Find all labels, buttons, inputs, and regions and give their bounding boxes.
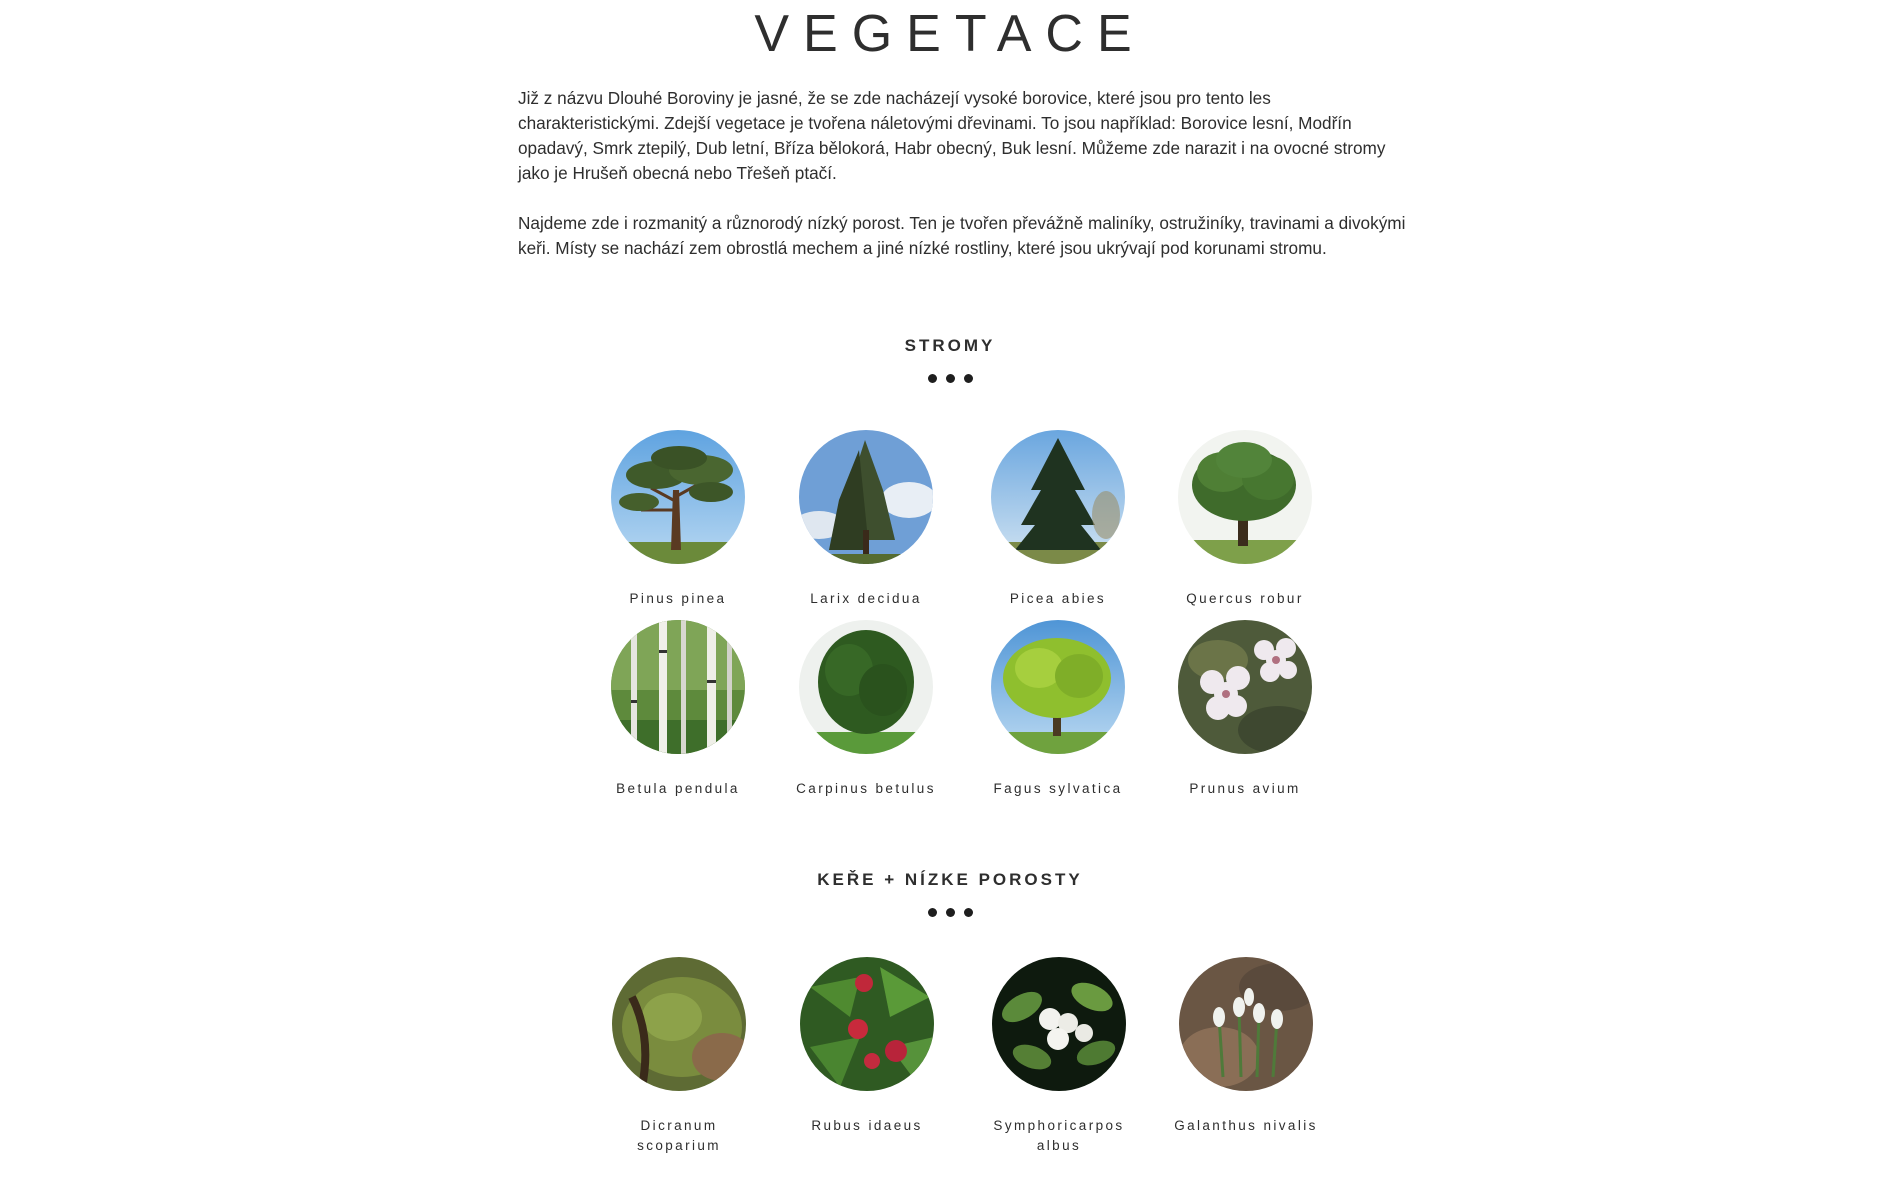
section-divider-dots xyxy=(0,908,1900,917)
page-title: VEGETACE xyxy=(754,5,1146,63)
moss-photo-icon xyxy=(612,957,746,1091)
section-divider-dots xyxy=(0,374,1900,383)
section-title-shrubs: KEŘE + NÍZKE POROSTY xyxy=(817,870,1083,889)
plant-card xyxy=(766,620,966,799)
dot-icon xyxy=(928,908,937,917)
plant-label: Pinus pinea xyxy=(629,591,727,606)
plant-label: Quercus robur xyxy=(1186,591,1304,606)
section-title-trees: STROMY xyxy=(904,336,996,355)
beech-tree-photo-icon xyxy=(991,620,1125,754)
plant-card xyxy=(578,620,778,799)
pine-tree-photo-icon xyxy=(611,430,745,564)
hornbeam-tree-photo-icon xyxy=(799,620,933,754)
snowberry-photo-icon xyxy=(992,957,1126,1091)
dot-icon xyxy=(946,908,955,917)
plant-card xyxy=(766,430,966,609)
cherry-blossom-photo-icon xyxy=(1178,620,1312,754)
oak-tree-photo-icon xyxy=(1178,430,1312,564)
intro-paragraph-1: Již z názvu Dlouhé Boroviny je jasné, že se zde nacházejí vysoké borovice, které jsou pro tento les charakteristickými. Zdejší vegetace je tvořena náletovými dřevinami. To jsou například: Borovice lesní, Modřín opadavý, Smrk ztepilý, Dub letní, Bříza bělokorá, Habr obecný, Buk lesní. Můžeme zde narazit i na ovocné stromy jako je Hrušeň obecná nebo Třešeň ptačí. xyxy=(518,88,1386,183)
dot-icon xyxy=(928,374,937,383)
plant-card xyxy=(959,957,1159,1156)
intro-paragraph-2: Najdeme zde i rozmanitý a různorodý nízký porost. Ten je tvořen převážně maliníky, ostružiníky, travinami a divokými keři. Místy se nachází zem obrostlá mechem a jiné nízké rostliny, které jsou ukrývají pod korunami stromu. xyxy=(518,213,1406,258)
plant-label: Betula pendula xyxy=(616,781,740,796)
plant-label: Larix decidua xyxy=(810,591,922,606)
plant-label: Fagus sylvatica xyxy=(993,781,1123,796)
plant-card xyxy=(578,430,778,609)
dot-icon xyxy=(964,374,973,383)
plant-label: Picea abies xyxy=(1009,591,1107,606)
plant-label: Rubus idaeus xyxy=(811,1118,923,1133)
birch-tree-photo-icon xyxy=(611,620,745,754)
plant-label: Galanthus nivalis xyxy=(1174,1118,1318,1133)
spruce-tree-photo-icon xyxy=(991,430,1125,564)
intro-text xyxy=(518,86,1408,286)
dot-icon xyxy=(964,908,973,917)
plant-card xyxy=(1145,620,1345,799)
plant-card xyxy=(958,620,1158,799)
plant-card xyxy=(1146,957,1346,1136)
plant-card xyxy=(1145,430,1345,609)
raspberry-photo-icon xyxy=(800,957,934,1091)
plant-label: Symphoricarpos albus xyxy=(993,1118,1125,1153)
dot-icon xyxy=(946,374,955,383)
snowdrop-photo-icon xyxy=(1179,957,1313,1091)
plant-label: Carpinus betulus xyxy=(796,781,936,796)
plant-card xyxy=(767,957,967,1136)
plant-card xyxy=(579,957,779,1156)
larch-tree-photo-icon xyxy=(799,430,933,564)
plant-card xyxy=(958,430,1158,609)
plant-label: Dicranum scoparium xyxy=(637,1118,721,1153)
plant-label: Prunus avium xyxy=(1189,781,1301,796)
